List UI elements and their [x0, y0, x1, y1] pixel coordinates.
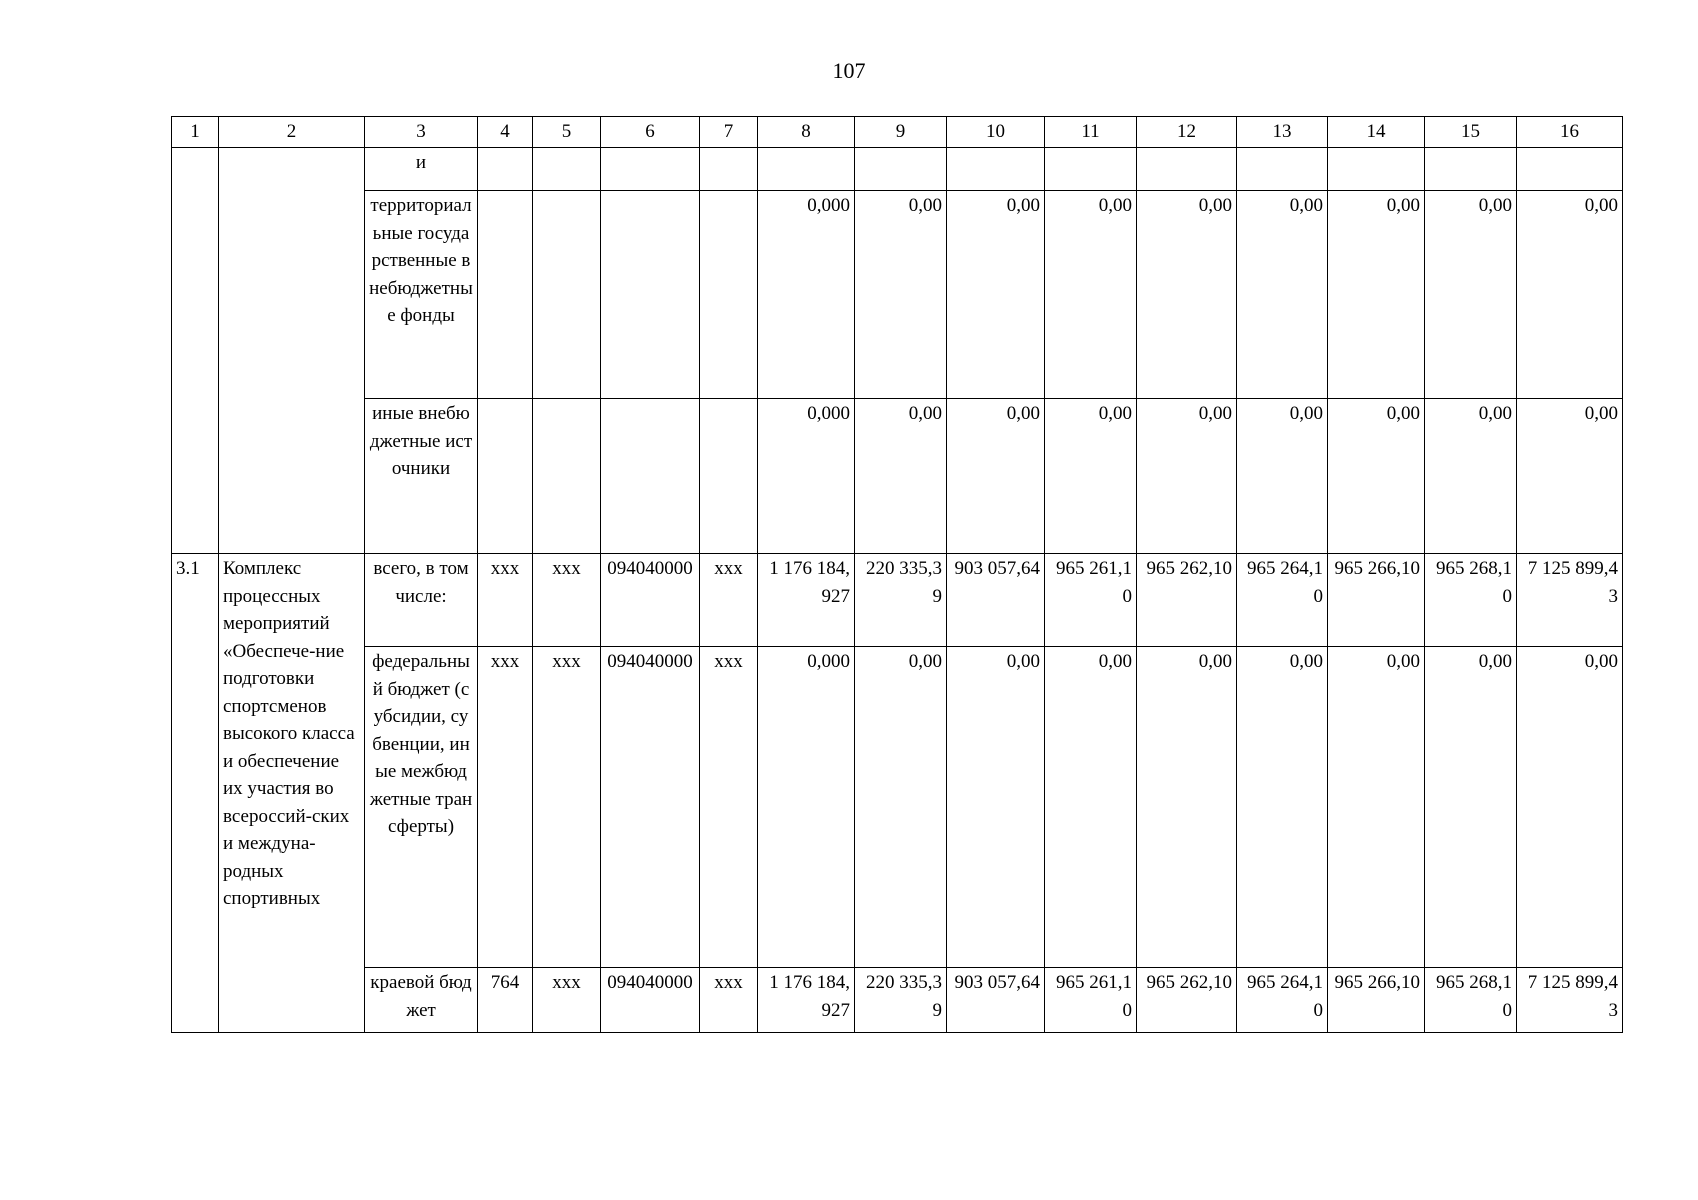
- value-cell: 0,00: [947, 191, 1045, 399]
- header-cell: 3: [365, 117, 478, 148]
- value-cell: 0,000: [758, 647, 855, 968]
- code-cell: 094040000: [601, 647, 700, 968]
- header-cell: 14: [1328, 117, 1425, 148]
- value-cell: 0,00: [947, 399, 1045, 554]
- value-cell: 965 262,10: [1137, 554, 1237, 647]
- budget-table: [171, 116, 1623, 1033]
- header-cell: 16: [1517, 117, 1623, 148]
- header-cell: 9: [855, 117, 947, 148]
- code-cell: xxx: [533, 647, 601, 968]
- value-cell: 1 176 184,927: [758, 554, 855, 647]
- value-cell: 0,00: [1328, 191, 1425, 399]
- continuation-row: [172, 148, 1623, 191]
- item-number: 3.1: [172, 554, 219, 1033]
- code-cell: xxx: [478, 554, 533, 647]
- header-cell: 13: [1237, 117, 1328, 148]
- header-cell: 5: [533, 117, 601, 148]
- value-cell: 0,00: [1425, 647, 1517, 968]
- value-cell: 0,00: [1137, 399, 1237, 554]
- value-cell: 220 335,39: [855, 968, 947, 1033]
- value-cell: 0,000: [758, 191, 855, 399]
- value-cell: 0,00: [1137, 647, 1237, 968]
- code-cell: xxx: [478, 647, 533, 968]
- value-cell: 965 264,10: [1237, 968, 1328, 1033]
- code-cell: xxx: [533, 554, 601, 647]
- header-cell: 10: [947, 117, 1045, 148]
- value-cell: 0,00: [1328, 399, 1425, 554]
- header-cell: 2: [219, 117, 365, 148]
- source-cell: и: [365, 148, 478, 191]
- value-cell: 965 264,10: [1237, 554, 1328, 647]
- value-cell: 0,00: [1517, 647, 1623, 968]
- value-cell: 965 268,10: [1425, 968, 1517, 1033]
- value-cell: 7 125 899,43: [1517, 554, 1623, 647]
- header-cell: 1: [172, 117, 219, 148]
- value-cell: 903 057,64: [947, 554, 1045, 647]
- source-cell: всего, в том числе:: [365, 554, 478, 647]
- header-cell: 15: [1425, 117, 1517, 148]
- value-cell: 965 261,10: [1045, 554, 1137, 647]
- code-cell: xxx: [700, 554, 758, 647]
- value-cell: 0,00: [1425, 399, 1517, 554]
- header-row: [172, 117, 1623, 148]
- value-cell: 220 335,39: [855, 554, 947, 647]
- item-name: Комплекс процессных мероприятий «Обеспече-ние подготовки спортсменов высокого класса и обеспечение их участия во всероссий-ских и междуна-родных спортивных: [219, 554, 365, 1033]
- value-cell: 0,00: [855, 399, 947, 554]
- value-cell: 0,00: [1045, 647, 1137, 968]
- value-cell: 7 125 899,43: [1517, 968, 1623, 1033]
- value-cell: 0,00: [1517, 399, 1623, 554]
- value-cell: 0,00: [1237, 647, 1328, 968]
- header-cell: 12: [1137, 117, 1237, 148]
- source-cell: иные внебюджетные источники: [365, 399, 478, 554]
- code-cell: xxx: [533, 968, 601, 1033]
- item-3-1-total-row: [172, 554, 1623, 647]
- value-cell: 965 261,10: [1045, 968, 1137, 1033]
- code-cell: 094040000: [601, 554, 700, 647]
- name-cell-empty: [219, 148, 365, 554]
- value-cell: 903 057,64: [947, 968, 1045, 1033]
- header-cell: 6: [601, 117, 700, 148]
- value-cell: 965 262,10: [1137, 968, 1237, 1033]
- header-cell: 7: [700, 117, 758, 148]
- value-cell: 1 176 184,927: [758, 968, 855, 1033]
- value-cell: 965 266,10: [1328, 968, 1425, 1033]
- value-cell: 0,00: [1137, 191, 1237, 399]
- value-cell: 0,00: [947, 647, 1045, 968]
- code-cell: 094040000: [601, 968, 700, 1033]
- value-cell: 965 268,10: [1425, 554, 1517, 647]
- number-cell-empty: [172, 148, 219, 554]
- header-cell: 4: [478, 117, 533, 148]
- header-cell: 8: [758, 117, 855, 148]
- value-cell: 965 266,10: [1328, 554, 1425, 647]
- source-cell: федеральный бюджет (субсидии, субвенции, иные межбюджетные трансферты): [365, 647, 478, 968]
- value-cell: 0,00: [1425, 191, 1517, 399]
- value-cell: 0,00: [1237, 191, 1328, 399]
- item-3-1-regional-row: [172, 968, 1623, 1033]
- value-cell: 0,00: [855, 647, 947, 968]
- code-cell: xxx: [700, 647, 758, 968]
- value-cell: 0,00: [1517, 191, 1623, 399]
- value-cell: 0,00: [1237, 399, 1328, 554]
- value-cell: 0,00: [1045, 399, 1137, 554]
- value-cell: 0,00: [1328, 647, 1425, 968]
- value-cell: 0,00: [855, 191, 947, 399]
- page-number: 107: [832, 58, 866, 83]
- header-cell: 11: [1045, 117, 1137, 148]
- other-sources-row: [172, 399, 1623, 554]
- value-cell: 0,00: [1045, 191, 1137, 399]
- territorial-funds-row: [172, 191, 1623, 399]
- value-cell: 0,000: [758, 399, 855, 554]
- source-cell: территориальные государственные внебюджетные фонды: [365, 191, 478, 399]
- code-cell: 764: [478, 968, 533, 1033]
- source-cell: краевой бюджет: [365, 968, 478, 1033]
- item-3-1-federal-row: [172, 647, 1623, 968]
- code-cell: xxx: [700, 968, 758, 1033]
